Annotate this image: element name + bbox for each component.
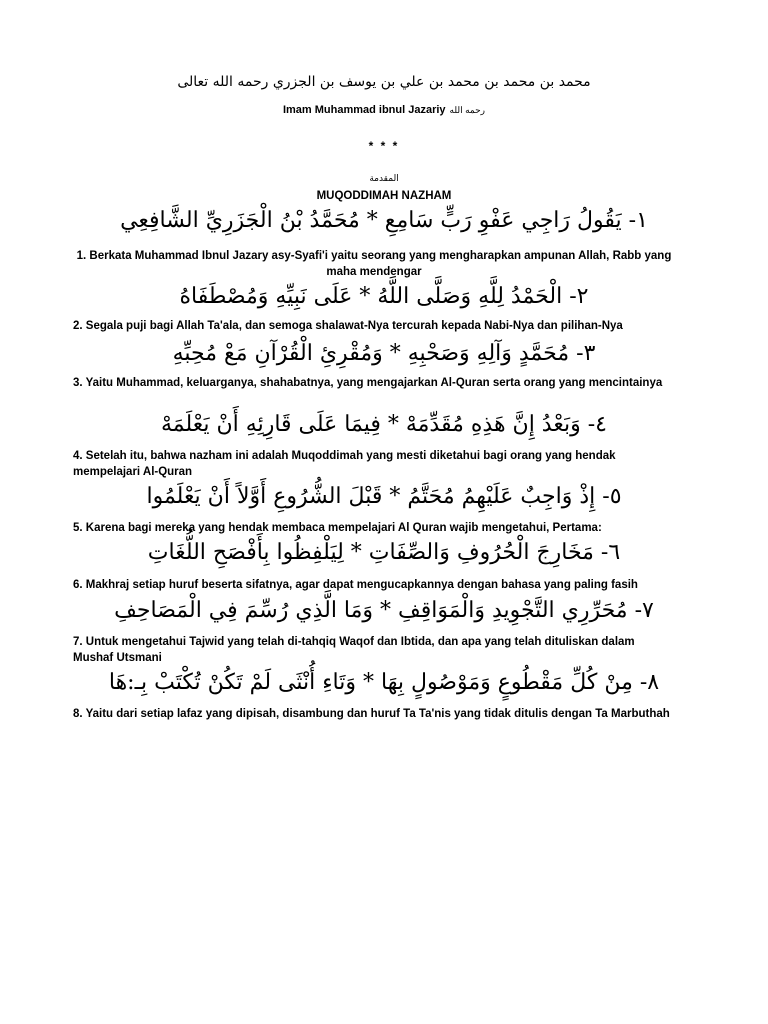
verse-8-arabic: ٨- مِنْ كُلِّ مَقْطُوعٍ وَمَوْصُولٍ بِهَا * وَتَاءِ أُنْثَى لَمْ تَكُنْ تُكْتَبْ بِـ:هَا [108,670,660,695]
section-title-arabic: المقدمة [369,174,399,184]
verse-5-arabic: ٥- إِذْ وَاجِبٌ عَلَيْهِمُ مُحَتَّمُ * قَبْلَ الشُّرُوعِ أَوَّلاً أَنْ يَعْلَمُوا [146,484,622,509]
verse-4-translation: 4. Setelah itu, bahwa nazham ini adalah Muqoddimah yang mesti diketahui bagi orang yang hendak mempelajari Al-Quran [73,450,616,478]
author-name-arabic: محمد بن محمد بن محمد بن علي بن يوسف بن الجزري رحمه الله تعالى [177,74,591,90]
verse-3-translation: 3. Yaitu Muhammad, keluarganya, shahabatnya, yang mengajarkan Al-Quran serta orang yang mencintainya [73,377,663,389]
verse-2-translation: 2. Segala puji bagi Allah Ta'ala, dan semoga shalawat-Nya tercurah kepada Nabi-Nya dan pilihan-Nya [73,320,623,332]
verse-3-arabic: ٣- مُحَمَّدٍ وَآلِهِ وَصَحْبِهِ * وَمُقْرِئِ الْقُرْآنِ مَعْ مُحِبِّهِ [172,341,596,366]
author-name-latin [90,104,678,116]
verse-1-arabic: ١- يَقُولُ رَاجِي عَفْوِ رَبٍّ سَامِعِ * مُحَمَّدُ بْنُ الْجَزَرِيِّ الشَّافِعِي [120,208,648,233]
verse-8-translation: 8. Yaitu dari setiap lafaz yang dipisah, disambung dan huruf Ta Ta'nis yang tidak ditulis dengan Ta Marbuthah [73,708,670,720]
section-separator: * * * [368,139,400,153]
verse-2-arabic: ٢- الْحَمْدُ لِلَّهِ وَصَلَّى اللَّهُ * عَلَى نَبِيِّهِ وَمُصْطَفَاهُ [179,284,589,309]
verse-4-arabic: ٤- وَبَعْدُ إِنَّ هَذِهِ مُقَدِّمَهْ * فِيمَا عَلَى قَارِئِهِ أَنْ يَعْلَمَهْ [161,412,607,437]
author-honorific: رحمه الله [449,105,486,115]
verse-7-arabic: ٧- مُحَرِّرِي التَّجْوِيدِ وَالْمَوَاقِفِ * وَمَا الَّذِي رُسِّمَ فِي الْمَصَاحِفِ [114,598,654,623]
verse-6-arabic: ٦- مَخَارِجَ الْحُرُوفِ وَالصِّفَاتِ * لِيَلْفِظُوا بِأَفْصَحِ اللُّغَاتِ [147,540,621,565]
author-name-latin-text: Imam Muhammad ibnul Jazariy [282,104,446,116]
verse-6-translation: 6. Makhraj setiap huruf beserta sifatnya, agar dapat mengucapkannya dengan bahasa yang paling fasih [73,579,638,591]
section-title: MUQODDIMAH NAZHAM [316,190,452,202]
verse-1-translation: 1. Berkata Muhammad Ibnul Jazary asy-Syafi'i yaitu seorang yang mengharapkan ampunan Allah, Rabb yang maha mendengar [76,250,672,278]
verse-7-translation: 7. Untuk mengetahui Tajwid yang telah di-tahqiq Waqof dan Ibtida, dan apa yang telah dituliskan dalam Mushaf Utsmani [73,636,635,664]
verse-5-translation: 5. Karena bagi mereka yang hendak membaca mempelajari Al Quran wajib mengetahui, Pertama: [73,522,602,534]
